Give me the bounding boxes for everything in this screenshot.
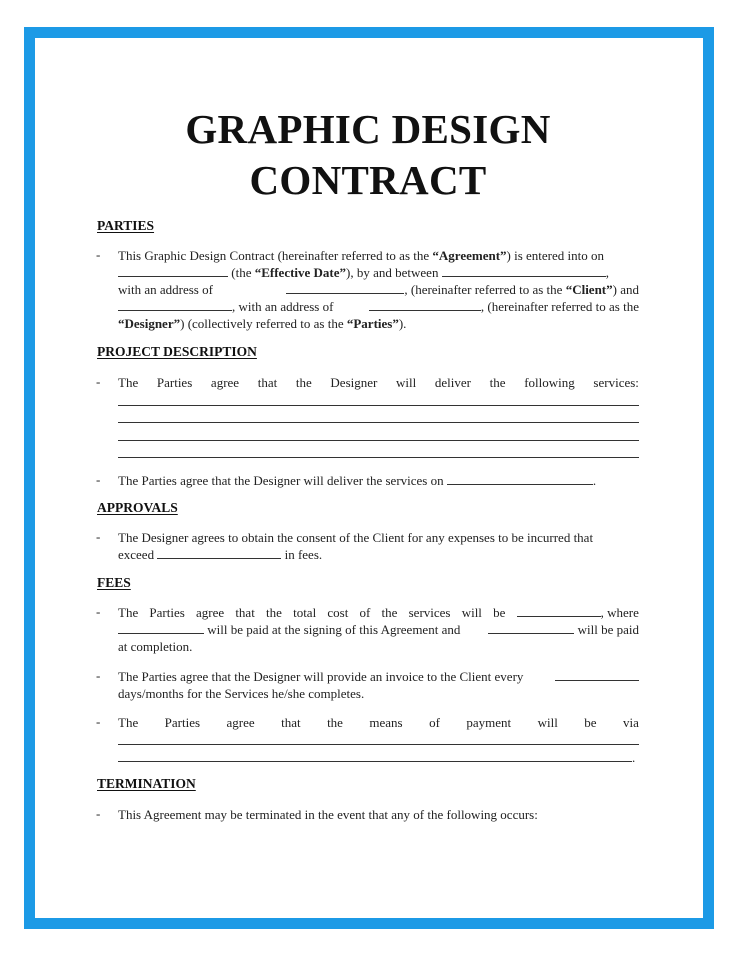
bullet-dash: - [96,247,101,262]
completion-payment-blank[interactable] [488,621,574,634]
total-cost-blank[interactable] [517,604,601,617]
fees-payment-means-line: The Parties agree that the means of payment will be via [118,715,639,730]
effective-date-blank[interactable] [118,264,228,277]
parties-text-line: (the “Effective Date”), by and between , [118,264,639,281]
payment-means-blank-line[interactable] [118,761,632,762]
bullet-dash: - [96,714,101,729]
signing-payment-blank[interactable] [118,621,204,634]
document-title-line-1: GRAPHIC DESIGN [185,106,551,152]
parties-text-line: with an address of , (hereinafter referred to as the “Client”) and [118,282,639,297]
designer-address-blank[interactable] [369,298,481,311]
expense-limit-blank[interactable] [157,546,281,559]
project-delivery-line: The Parties agree that the Designer will deliver the services on . [118,473,597,488]
services-blank-line[interactable] [118,422,639,423]
designer-name-blank[interactable] [118,298,232,311]
fees-total-line: at completion. [118,639,193,654]
delivery-date-blank[interactable] [447,472,593,485]
section-heading-termination: TERMINATION [97,776,196,791]
bullet-dash: - [96,604,101,619]
parties-text-line: “Designer”) (collectively referred to as the “Parties”). [118,316,407,331]
fees-total-line: The Parties agree that the total cost of the services will be , where [118,605,639,620]
section-heading-parties: PARTIES [97,218,155,233]
fees-total-line: will be paid at the signing of this Agreement and will be paid [118,621,639,638]
bullet-dash: - [96,668,101,683]
parties-text-line: , with an address of , (hereinafter referred to as the [118,298,639,315]
services-blank-line[interactable] [118,405,639,406]
bullet-dash: - [96,374,101,389]
section-heading-fees: FEES [97,575,131,590]
payment-means-blank-line[interactable] [118,744,639,745]
party-name-blank[interactable] [442,264,606,277]
bullet-dash: - [96,806,101,821]
document-title-line-2: CONTRACT [249,157,487,203]
section-heading-project-description: PROJECT DESCRIPTION [97,344,257,359]
client-address-blank[interactable] [286,281,404,294]
approvals-text-line: The Designer agrees to obtain the consent of the Client for any expenses to be incurred that [118,530,594,545]
section-heading-approvals: APPROVALS [97,500,178,515]
termination-text-line: This Agreement may be terminated in the event that any of the following occurs: [118,807,538,822]
bullet-dash: - [96,472,101,487]
approvals-text-line: exceed in fees. [118,547,323,562]
parties-text-line [118,247,639,264]
text-run: This Graphic Design Contract (hereinafter referred to as the “Agreement”) is entered into on [118,248,605,263]
services-blank-line[interactable] [118,457,639,458]
project-services-line: The Parties agree that the Designer will deliver the following services: [118,375,639,390]
sentence-end-period: . [632,750,636,765]
bullet-dash: - [96,529,101,544]
fees-invoice-line: The Parties agree that the Designer will provide an invoice to the Client every [118,668,639,685]
services-blank-line[interactable] [118,440,639,441]
fees-invoice-line: days/months for the Services he/she completes. [118,686,365,701]
invoice-frequency-blank[interactable] [555,668,639,681]
